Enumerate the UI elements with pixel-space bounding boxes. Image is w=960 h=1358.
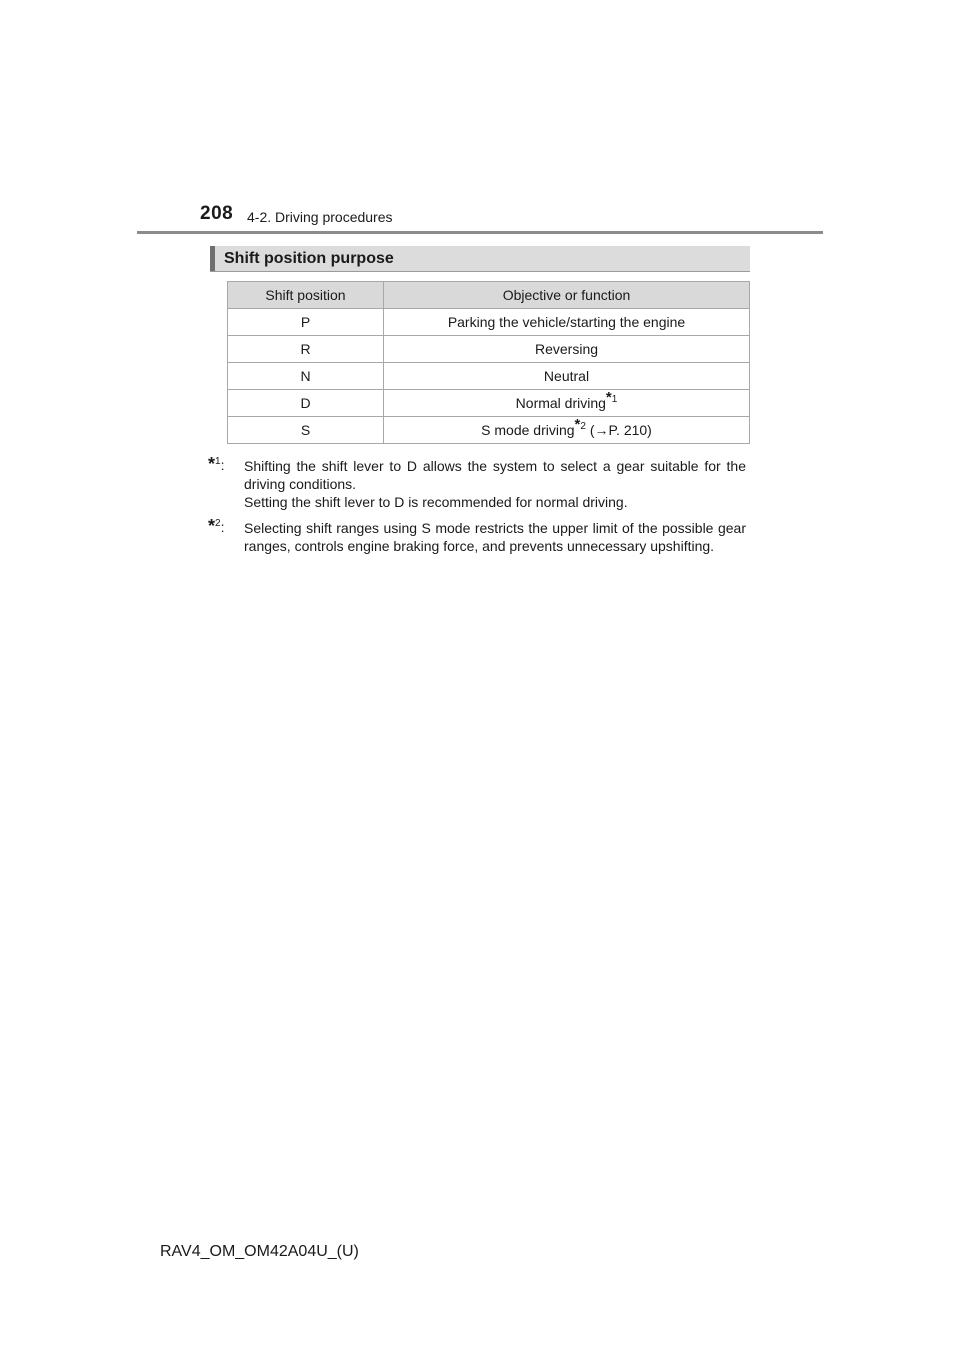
cell-function (384, 336, 750, 363)
footnote-marker: *$^1$: (208, 454, 225, 474)
cell-position: R (228, 336, 384, 363)
column-header-shift-position: Shift position (228, 282, 384, 309)
table-header-row (228, 282, 750, 309)
asterisk-icon: * (574, 416, 581, 433)
section-heading-bar (210, 246, 750, 272)
footnote-line: Selecting shift ranges using S mode restricts the upper limit of the possible gear ranges, controls engine braking force, and prevents unnecessary upshifting. (244, 520, 746, 554)
page-number: 208 (200, 203, 234, 224)
cell-position: N (228, 363, 384, 390)
table-row (228, 309, 750, 336)
table-row (228, 336, 750, 363)
table-row (228, 417, 750, 444)
footnote-reference[interactable] (574, 416, 586, 433)
asterisk-icon: * (208, 516, 216, 536)
asterisk-icon: * (605, 389, 612, 406)
footnote-number: 1 (611, 394, 618, 405)
cell-function (384, 363, 750, 390)
footnotes (208, 454, 746, 563)
footnote (208, 516, 746, 555)
table-row (228, 390, 750, 417)
page-reference-link[interactable]: (→P. 210) (589, 422, 652, 438)
footnote-line: Shifting the shift lever to D allows the system to select a gear suitable for the driving conditions. (244, 458, 746, 492)
heading-accent (210, 246, 215, 271)
cell-function (384, 417, 750, 444)
section-title: 4-2. Driving procedures (247, 209, 393, 225)
function-text: Normal driving (515, 395, 606, 411)
footnote-reference[interactable] (605, 389, 618, 406)
cell-position: P (228, 309, 384, 336)
cell-position: D (228, 390, 384, 417)
footnote-marker: *$^2$: (208, 516, 225, 536)
document-code: RAV4_OM_OM42A04U_(U) (160, 1243, 359, 1260)
function-text: Neutral (543, 368, 590, 384)
footnote-number: 2 (215, 518, 221, 529)
cell-position: S (228, 417, 384, 444)
asterisk-icon: * (208, 454, 216, 474)
function-text: Parking the vehicle/starting the engine (447, 314, 686, 330)
section-heading: Shift position purpose (224, 250, 394, 267)
cell-function (384, 309, 750, 336)
footnote-line: Setting the shift lever to D is recommended for normal driving. (244, 494, 628, 510)
footnote-number: 1 (215, 456, 221, 467)
shift-position-table (227, 281, 750, 444)
function-text: Reversing (534, 341, 599, 357)
table-row (228, 363, 750, 390)
cell-function (384, 390, 750, 417)
function-text: S mode driving (481, 422, 575, 438)
header-divider (137, 231, 823, 234)
footnote-number: 2 (580, 421, 586, 432)
column-header-objective: Objective or function (384, 282, 750, 309)
footnote (208, 454, 746, 511)
